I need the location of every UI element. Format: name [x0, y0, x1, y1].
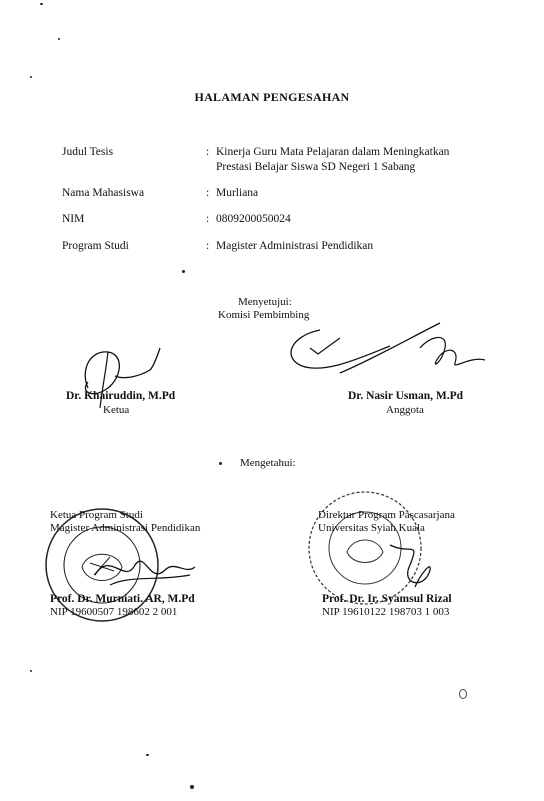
head-right-nip: NIP 19610122 198703 1 003: [322, 606, 450, 618]
colon: :: [206, 146, 210, 158]
label-nama-mahasiswa: Nama Mahasiswa: [62, 187, 145, 199]
head-left-title-1: Ketua Program Studi: [50, 509, 143, 521]
scan-speck: [58, 38, 60, 40]
advisor-right-name: Dr. Nasir Usman, M.Pd: [348, 390, 464, 402]
scan-speck: [459, 689, 467, 699]
value-judul-line-2: Prestasi Belajar Siswa SD Negeri 1 Sabang: [216, 161, 416, 173]
head-left-name: Prof. Dr. Murniati. AR, M.Pd: [50, 593, 195, 605]
head-right-title-1: Direktur Program Pascasarjana: [318, 509, 455, 521]
signature-right-advisor: [280, 318, 500, 378]
value-nim: 0809200050024: [216, 213, 291, 225]
head-left-nip: NIP 19600507 198602 2 001: [50, 606, 178, 618]
value-judul-line-1: Kinerja Guru Mata Pelajaran dalam Meningkatkan: [216, 146, 450, 158]
value-program-studi: Magister Administrasi Pendidikan: [216, 240, 374, 252]
scan-speck: [146, 754, 149, 756]
label-nim: NIM: [62, 213, 85, 225]
head-left-title-2: Magister Administrasi Pendidikan: [50, 522, 201, 534]
page-title: HALAMAN PENGESAHAN: [194, 90, 350, 104]
colon: :: [206, 240, 210, 252]
scan-speck: [30, 670, 32, 672]
signature-left-head: [90, 545, 200, 595]
approval-heading: Menyetujui:: [238, 296, 292, 308]
value-nama-mahasiswa: Murliana: [216, 187, 259, 199]
advisor-left-role: Ketua: [103, 404, 130, 416]
head-right-name: Prof. Dr. Ir. Syamsul Rizal: [322, 593, 452, 605]
advisor-right-role: Anggota: [386, 404, 424, 416]
label-program-studi: Program Studi: [62, 240, 129, 252]
scan-speck: [182, 270, 185, 273]
label-judul-tesis: Judul Tesis: [62, 146, 114, 158]
scan-speck: [190, 785, 194, 789]
head-right-title-2: Universitas Syiah Kuala: [318, 522, 425, 534]
scan-speck: [30, 76, 32, 78]
advisor-left-name: Dr. Khairuddin, M.Pd: [66, 390, 176, 402]
colon: :: [206, 187, 210, 199]
approval-committee: Komisi Pembimbing: [218, 309, 310, 321]
colon: :: [206, 213, 210, 225]
scan-speck: [219, 462, 222, 465]
scan-speck: [40, 3, 43, 5]
acknowledge-heading: Mengetahui:: [240, 457, 296, 469]
signature-right-head: [380, 535, 440, 595]
